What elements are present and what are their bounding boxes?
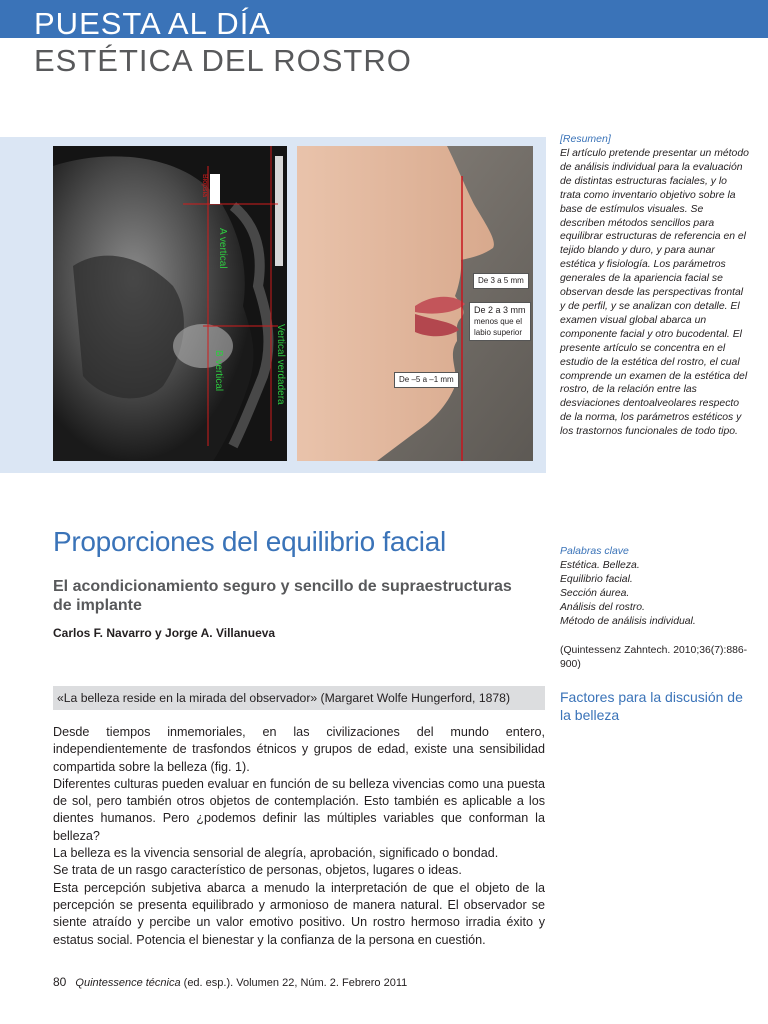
page-footer <box>53 975 407 989</box>
photo-label-middle-line-3: labio superior <box>474 328 523 337</box>
citation: (Quintessenz Zahntech. 2010;36(7):886-900) <box>560 645 748 670</box>
keyword-item: Método de análisis individual. <box>560 616 696 627</box>
photo-label-upper: De 3 a 5 mm <box>473 273 529 289</box>
keyword-item: Equilibrio facial. <box>560 574 633 585</box>
body-paragraph: Esta percepción subjetiva abarca a menudo la interpretación de que el objeto de la percepción se presenta equilibrado y armonioso de manera natural. El observador se siente atraído y percibe un valor emotivo positivo. Un rostro hermoso irradia éxito y estatus social. Potencia el bienestar y la confianza de la persona en cuestión. <box>53 880 545 947</box>
photo-label-middle <box>469 302 531 341</box>
article-subtitle: El acondicionamiento seguro y sencillo de supraestructuras de implante <box>53 578 512 614</box>
xray-label-scale: Biopsia <box>201 174 208 197</box>
xray-drawing <box>53 146 287 461</box>
cephalometric-xray-image <box>53 146 287 461</box>
photo-label-middle-line-1: De 2 a 3 mm <box>474 305 526 315</box>
keyword-item: Sección áurea. <box>560 588 630 599</box>
body-paragraph: Se trata de un rasgo característico de personas, objetos, lugares o ideas. <box>53 863 462 878</box>
xray-label-true-vertical: Vertical verdadera <box>275 324 286 405</box>
keyword-item: Análisis del rostro. <box>560 602 645 613</box>
xray-label-a-vertical: A vertical <box>217 228 228 269</box>
article-title: Proporciones del equilibrio facial <box>53 526 446 557</box>
abstract-text: El artículo pretende presentar un método de análisis individual para la evaluación de distintas estructuras faciales, y lo trata como inventario objetivo sobre la base de estímulos visuales. Se describen métodos sencillos para equilibrar estructuras de referencia en el tejido blando y duro, y para aunar estética y fisiología. Los parámetros generales de la apariencia facial se observan desde las perspectivas frontal y de perfil, y se analizan con detalle. El examen visual global abarca un componente facial y otro bucodental. El presente artículo se concentra en el estudio de la estética del rostro, el cual comprende un examen de la estética del rostro, de la relación entre las desviaciones dentoalveolares respecto de la norma, los parámetros estéticos y los trastornos funcionales de todo tipo. <box>560 148 749 438</box>
journal-issue: (ed. esp.). Volumen 22, Núm. 2. Febrero 2011 <box>180 977 408 989</box>
sidebar-heading: Factores para la discusión de la belleza <box>560 689 743 723</box>
keyword-item: Estética. Belleza. <box>560 560 640 571</box>
epigraph-quote: «La belleza reside en la mirada del observador» (Margaret Wolfe Hungerford, 1878) <box>53 686 545 710</box>
photo-label-middle-line-2: menos que el <box>474 317 523 326</box>
journal-name: Quintessence técnica <box>75 977 181 989</box>
body-paragraph: La belleza es la vivencia sensorial de alegría, aprobación, significado o bondad. <box>53 846 499 861</box>
section-kicker: PUESTA AL DÍA <box>34 6 271 41</box>
article-body <box>53 724 545 949</box>
section-title: ESTÉTICA DEL ROSTRO <box>34 43 412 78</box>
body-paragraph: Desde tiempos inmemoriales, en las civilizaciones del mundo entero, independientemente de trasfondos étnicos y grupos de edad, existe una sensibilidad compartida sobre la belleza (fig. 1). <box>53 725 545 774</box>
body-paragraph: Diferentes culturas pueden evaluar en función de su belleza vivencias como una puesta de sol, pero también otros objetos de contemplación. Esto también es aplicable a los dientes humanos. Pero ¿podemos definir las múltiples variables que conforman la belleza? <box>53 776 545 843</box>
keywords-heading: Palabras clave <box>560 545 629 557</box>
abstract-heading: [Resumen] <box>560 133 611 145</box>
profile-photo <box>297 146 533 461</box>
article-authors: Carlos F. Navarro y Jorge A. Villanueva <box>53 626 276 640</box>
xray-label-b-vertical: B vertical <box>213 350 224 392</box>
keywords-list <box>560 559 750 629</box>
photo-label-lower: De –5 a –1 mm <box>394 372 459 388</box>
page-number: 80 <box>53 975 67 989</box>
